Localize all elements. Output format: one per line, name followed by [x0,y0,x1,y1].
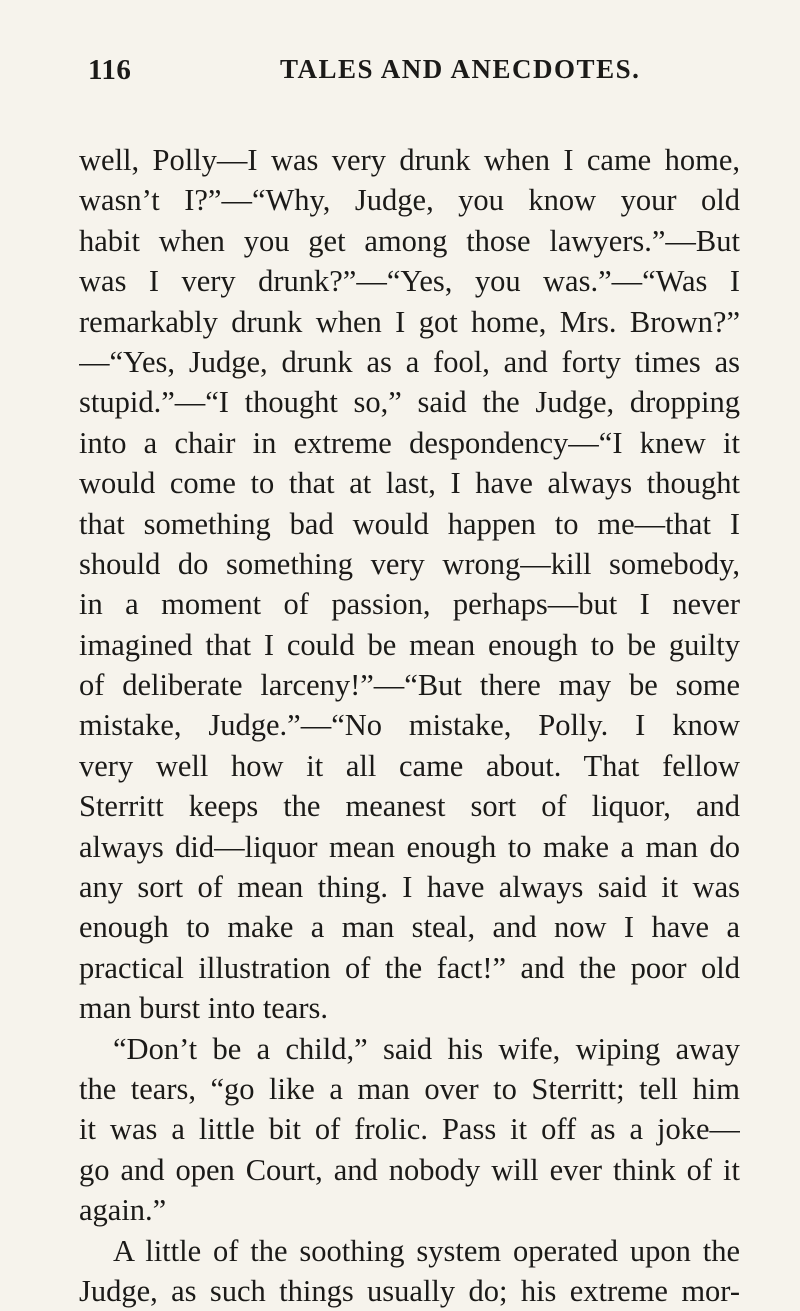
text-line: any sort of mean thing. I have always said it was [79,870,740,905]
text-line: again.” [79,1193,167,1228]
text-line: Judge, as such things usually do; his extreme mor- [79,1273,740,1308]
text-line: wasn’t I?”—“Why, Judge, you know your old [79,183,740,218]
text-line: A little of the soothing system operated upon the [113,1233,740,1268]
text-line: habit when you get among those lawyers.”—But [79,223,740,258]
text-line: man burst into tears. [79,991,329,1026]
text-line: always did—liquor mean enough to make a man do [79,829,740,864]
text-line: stupid.”—“I thought so,” said the Judge, dropping [79,385,740,420]
text-line: enough to make a man steal, and now I have a [79,910,740,945]
text-line: should do something very wrong—kill somebody, [79,546,740,581]
text-line: practical illustration of the fact!” and the poor old [79,950,740,985]
text-line: imagined that I could be mean enough to be guilty [79,627,740,662]
text-line: remarkably drunk when I got home, Mrs. Brown?” [79,304,740,339]
text-line: go and open Court, and nobody will ever think of it [79,1152,740,1187]
text-line: that something bad would happen to me—that I [79,506,740,541]
text-line: it was a little bit of frolic. Pass it off as a joke— [79,1112,740,1147]
text-line: well, Polly—I was very drunk when I came home, [79,143,740,177]
text-line: Sterritt keeps the meanest sort of liquor, and [79,789,740,824]
text-line: in a moment of passion, perhaps—but I never [79,587,740,622]
text-line: was I very drunk?”—“Yes, you was.”—“Was I [79,264,740,299]
text-line: —“Yes, Judge, drunk as a fool, and forty times as [79,344,740,379]
body-text [79,140,740,1311]
text-line: very well how it all came about. That fellow [79,748,740,783]
page-number: 116 [88,54,132,86]
running-head [79,46,740,96]
text-line: would come to that at last, I have always thought [79,466,740,501]
running-title: TALES AND ANECDOTES. [280,54,641,84]
text-line: into a chair in extreme despondency—“I knew it [79,425,740,460]
text-line: mistake, Judge.”—“No mistake, Polly. I know [79,708,740,743]
text-line: of deliberate larceny!”—“But there may be some [79,668,740,703]
text-line: the tears, “go like a man over to Sterritt; tell him [79,1071,740,1106]
text-line: “Don’t be a child,” said his wife, wiping away [113,1031,740,1066]
